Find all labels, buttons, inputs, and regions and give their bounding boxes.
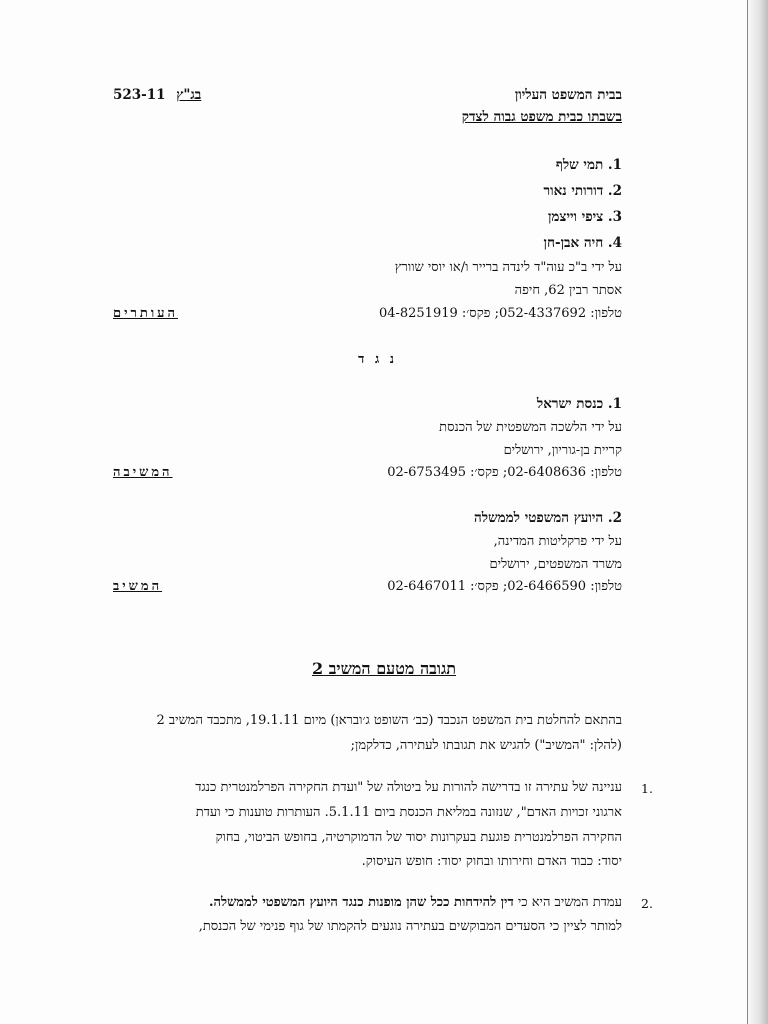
court-sitting: בשבתו כבית משפט גבוה לצדק xyxy=(461,109,622,125)
scan-edge-shadow xyxy=(746,0,768,1024)
respondent-2-office: משרד המשפטים, ירושלים xyxy=(489,557,622,572)
paragraph-2-number: 2. xyxy=(641,896,653,911)
respondent-1-role: המשיבה xyxy=(113,465,173,480)
document-title: תגובה מטעם המשיב 2 xyxy=(311,659,456,678)
petitioner-3: 3. ציפי וייצמן xyxy=(547,209,622,225)
paragraph-2-line-1 xyxy=(209,894,622,910)
case-type: בג"ץ xyxy=(176,87,202,103)
court-name: בבית המשפט העליון xyxy=(514,87,622,103)
respondent-1-via: על ידי הלשכה המשפטית של הכנסת xyxy=(439,420,622,435)
paragraph-1-line-3: החקירה הפרלמנטרית פוגעת בעקרונות יסוד של הדמוקרטיה, בחופש הביטוי, בחוק xyxy=(215,830,622,845)
respondent-2-via: על ידי פרקליטות המדינה, xyxy=(493,534,622,549)
petitioners-address: אסתר רבין 62, חיפה xyxy=(514,283,622,298)
petitioners-role: העותרים xyxy=(113,306,178,321)
case-number-block xyxy=(113,87,201,103)
paragraph-1-line-1: עניינה של עתירה זו בדרישה להורות על ביטולה של "ועדת החקירה הפרלמנטרית כנגד xyxy=(195,780,622,795)
petitioner-1: 1. תמי שלף xyxy=(555,157,622,173)
scan-edge-line xyxy=(747,0,748,1024)
respondent-2-role: המשיב xyxy=(113,579,163,594)
respondent-2-name: 2. היועץ המשפטי לממשלה xyxy=(474,510,622,526)
respondent-1-address: קריית בן-גוריון, ירושלים xyxy=(503,443,622,458)
versus-label: נ ג ד xyxy=(358,352,397,367)
petitioners-counsel: על ידי ב"כ עוה"ד לינדה ברייר ו/או יוסי שוורץ xyxy=(394,260,622,275)
paragraph-1-line-4: יסוד: כבוד האדם וחירותו ובחוק יסוד: חופש העיסוק. xyxy=(361,854,622,869)
petitioners-phone: טלפון: 052-4337692; פקס׳: 04-8251919 xyxy=(378,306,622,321)
intro-line-1: בהתאם להחלטת בית המשפט הנכבד (כב׳ השופט ג׳ובראן) מיום 19.1.11, מתכבד המשיב 2 xyxy=(156,713,622,728)
paragraph-1-number: 1. xyxy=(641,781,653,796)
respondent-1-name: 1. כנסת ישראל xyxy=(536,396,622,412)
paragraph-2-line-1-plain: עמדת המשיב היא כי xyxy=(513,895,622,910)
intro-line-2: (להלן: "המשיב") להגיש את תגובתו לעתירה, כדלקמן; xyxy=(350,738,622,753)
petitioner-4: 4. חיה אבן-חן xyxy=(543,235,622,251)
petitioner-2: 2. דורותי נאור xyxy=(543,183,622,199)
paragraph-1-line-2: ארגוני זכויות האדם", שנזונה במליאת הכנסת ביום 5.1.11. העותרות טוענות כי ועדת xyxy=(195,805,622,820)
respondent-1-phone: טלפון: 02-6408636; פקס׳: 02-6753495 xyxy=(387,465,622,480)
case-number: 523-11 xyxy=(113,87,166,103)
paragraph-2-line-2: למותר לציין כי הסעדים המבוקשים בעתירה נוגעים להקמתו של גוף פנימי של הכנסת, xyxy=(198,919,622,934)
paragraph-2-line-1-bold: דין להידחות ככל שהן מופנות כנגד היועץ המשפטי לממשלה. xyxy=(209,895,514,910)
respondent-2-phone: טלפון: 02-6466590; פקס׳: 02-6467011 xyxy=(387,579,622,594)
